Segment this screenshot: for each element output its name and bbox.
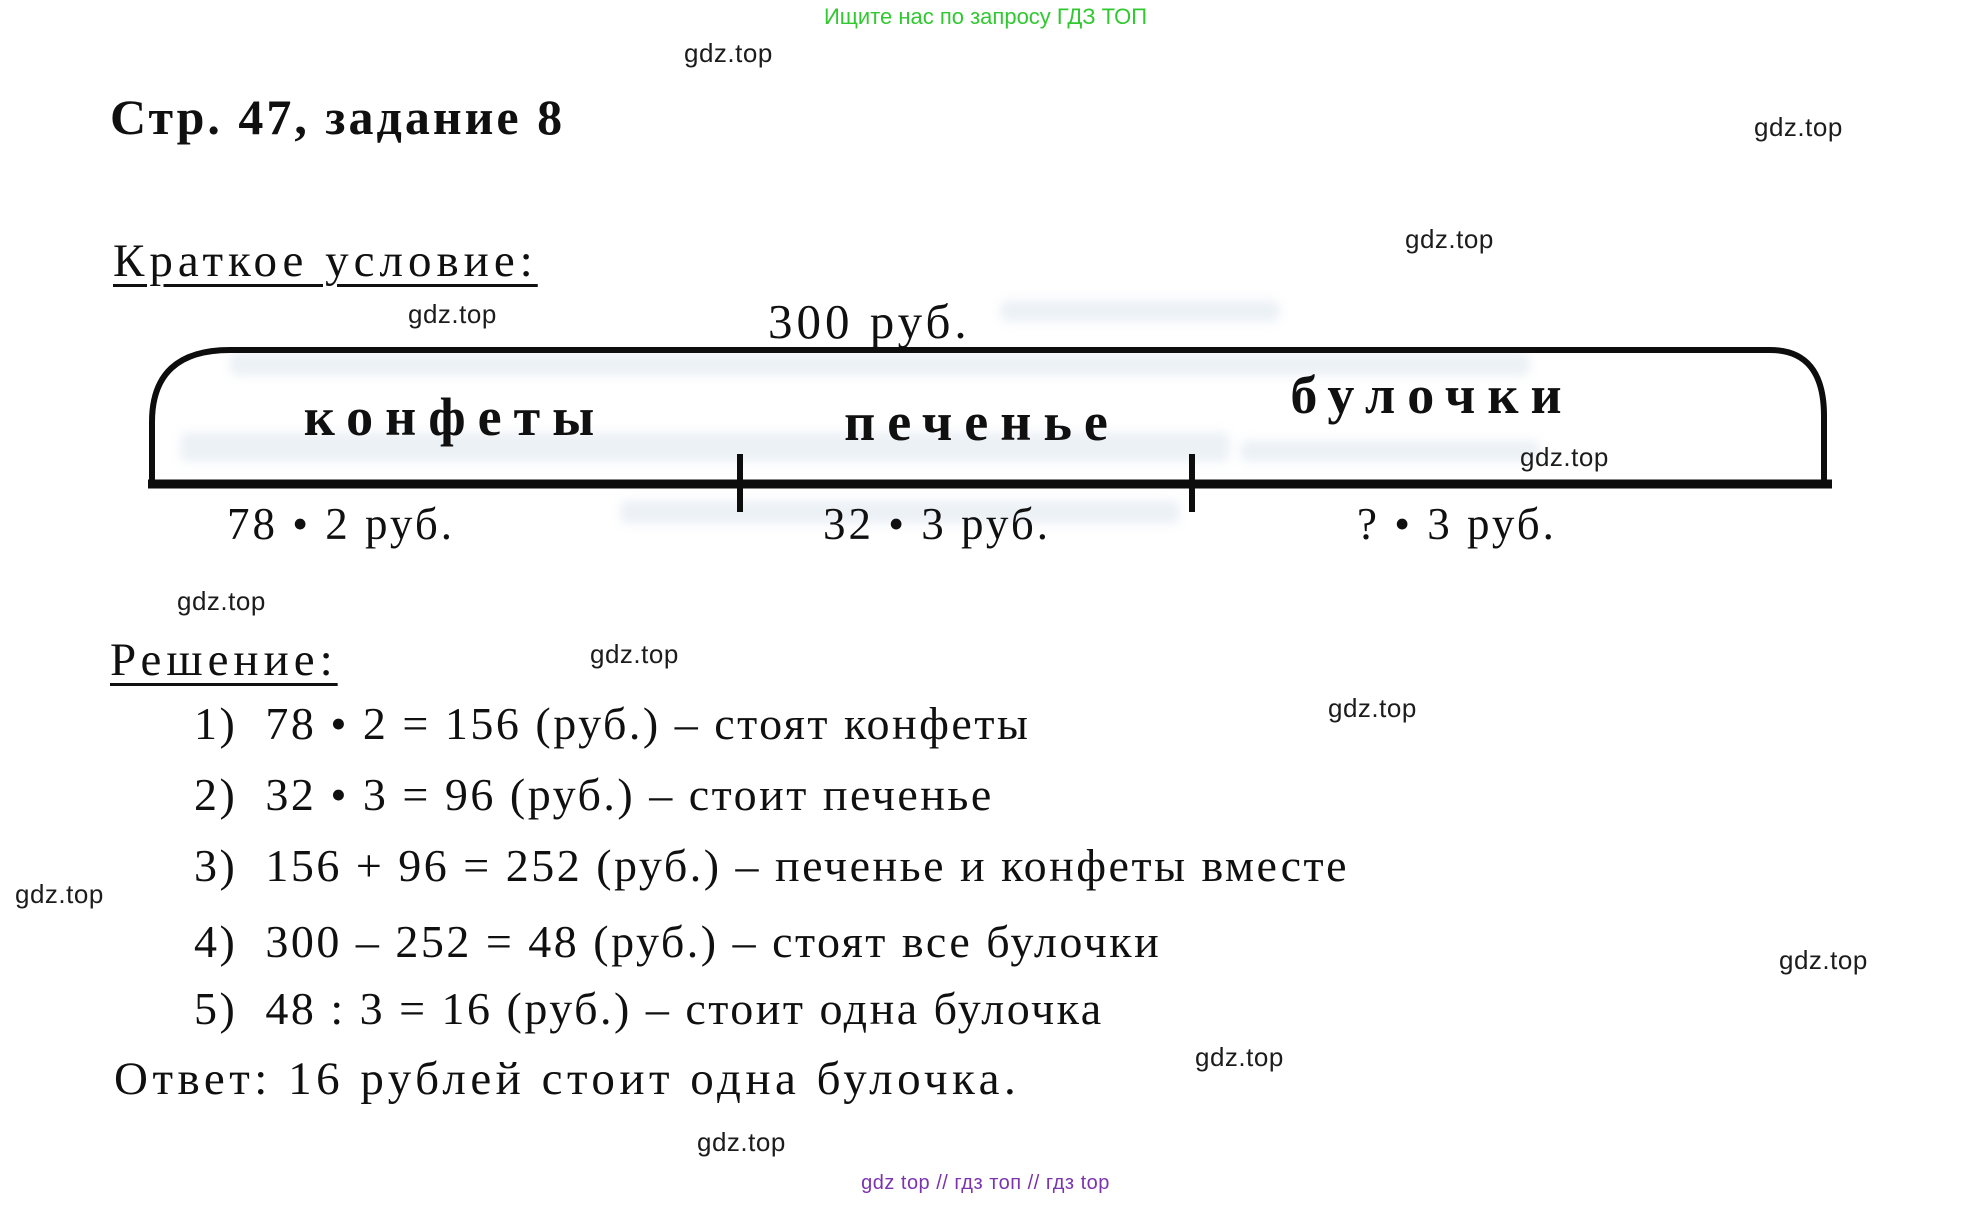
gdz-top-watermark: gdz.top [1779, 945, 1868, 975]
step-text: 78 • 2 = 156 (руб.) – стоят конфеты [265, 698, 1031, 749]
solution-heading: Решение: [110, 634, 338, 686]
gdz-top-watermark: gdz.top [1405, 224, 1494, 254]
segment-label-cookies: печенье [844, 392, 1120, 452]
gdz-top-watermark: gdz.top [177, 586, 266, 616]
step-text: 48 : 3 = 16 (руб.) – стоит одна булочка [265, 983, 1104, 1034]
solution-step [194, 697, 1030, 750]
total-price-label: 300 руб. [768, 294, 971, 349]
gdz-top-watermark: gdz.top [697, 1127, 786, 1157]
footer-keywords: gdz top // гдз топ // гдз top [861, 1172, 1110, 1194]
segment-price-buns: ? • 3 руб. [1357, 499, 1557, 549]
segment-label-buns: булочки [1290, 365, 1574, 425]
gdz-top-watermark: gdz.top [1328, 693, 1417, 723]
gdz-top-watermark: gdz.top [408, 299, 497, 329]
gdz-top-watermark: gdz.top [684, 38, 773, 68]
condition-heading: Краткое условие: [113, 235, 538, 287]
gdz-top-watermark: gdz.top [590, 639, 679, 669]
segment-label-candy: конфеты [303, 387, 607, 447]
gdz-top-watermark: gdz.top [15, 879, 104, 909]
segment-price-candy: 78 • 2 руб. [227, 499, 455, 549]
solution-step [194, 982, 1104, 1035]
step-number: 4) [194, 916, 238, 967]
step-number: 3) [194, 840, 238, 891]
step-text: 300 – 252 = 48 (руб.) – стоят все булочки [265, 916, 1162, 967]
step-number: 2) [194, 769, 238, 820]
solution-step [194, 915, 1161, 968]
gdz-top-watermark: gdz.top [1754, 112, 1843, 142]
segment-price-cookies: 32 • 3 руб. [823, 499, 1051, 549]
step-text: 32 • 3 = 96 (руб.) – стоит печенье [265, 769, 994, 820]
promo-banner: Ищите нас по запросу ГДЗ ТОП [823, 4, 1148, 29]
solution-step [194, 839, 1349, 892]
gdz-top-watermark: gdz.top [1195, 1042, 1284, 1072]
step-number: 5) [194, 983, 238, 1034]
bleed-through-smudge [1000, 300, 1280, 322]
answer-line: Ответ: 16 рублей стоит одна булочка. [114, 1053, 1021, 1105]
step-text: 156 + 96 = 252 (руб.) – печенье и конфеты вместе [265, 840, 1350, 891]
gdz-top-watermark: gdz.top [1520, 442, 1609, 472]
solution-step [194, 768, 994, 821]
step-number: 1) [194, 698, 238, 749]
page-title: Стр. 47, задание 8 [110, 89, 566, 145]
